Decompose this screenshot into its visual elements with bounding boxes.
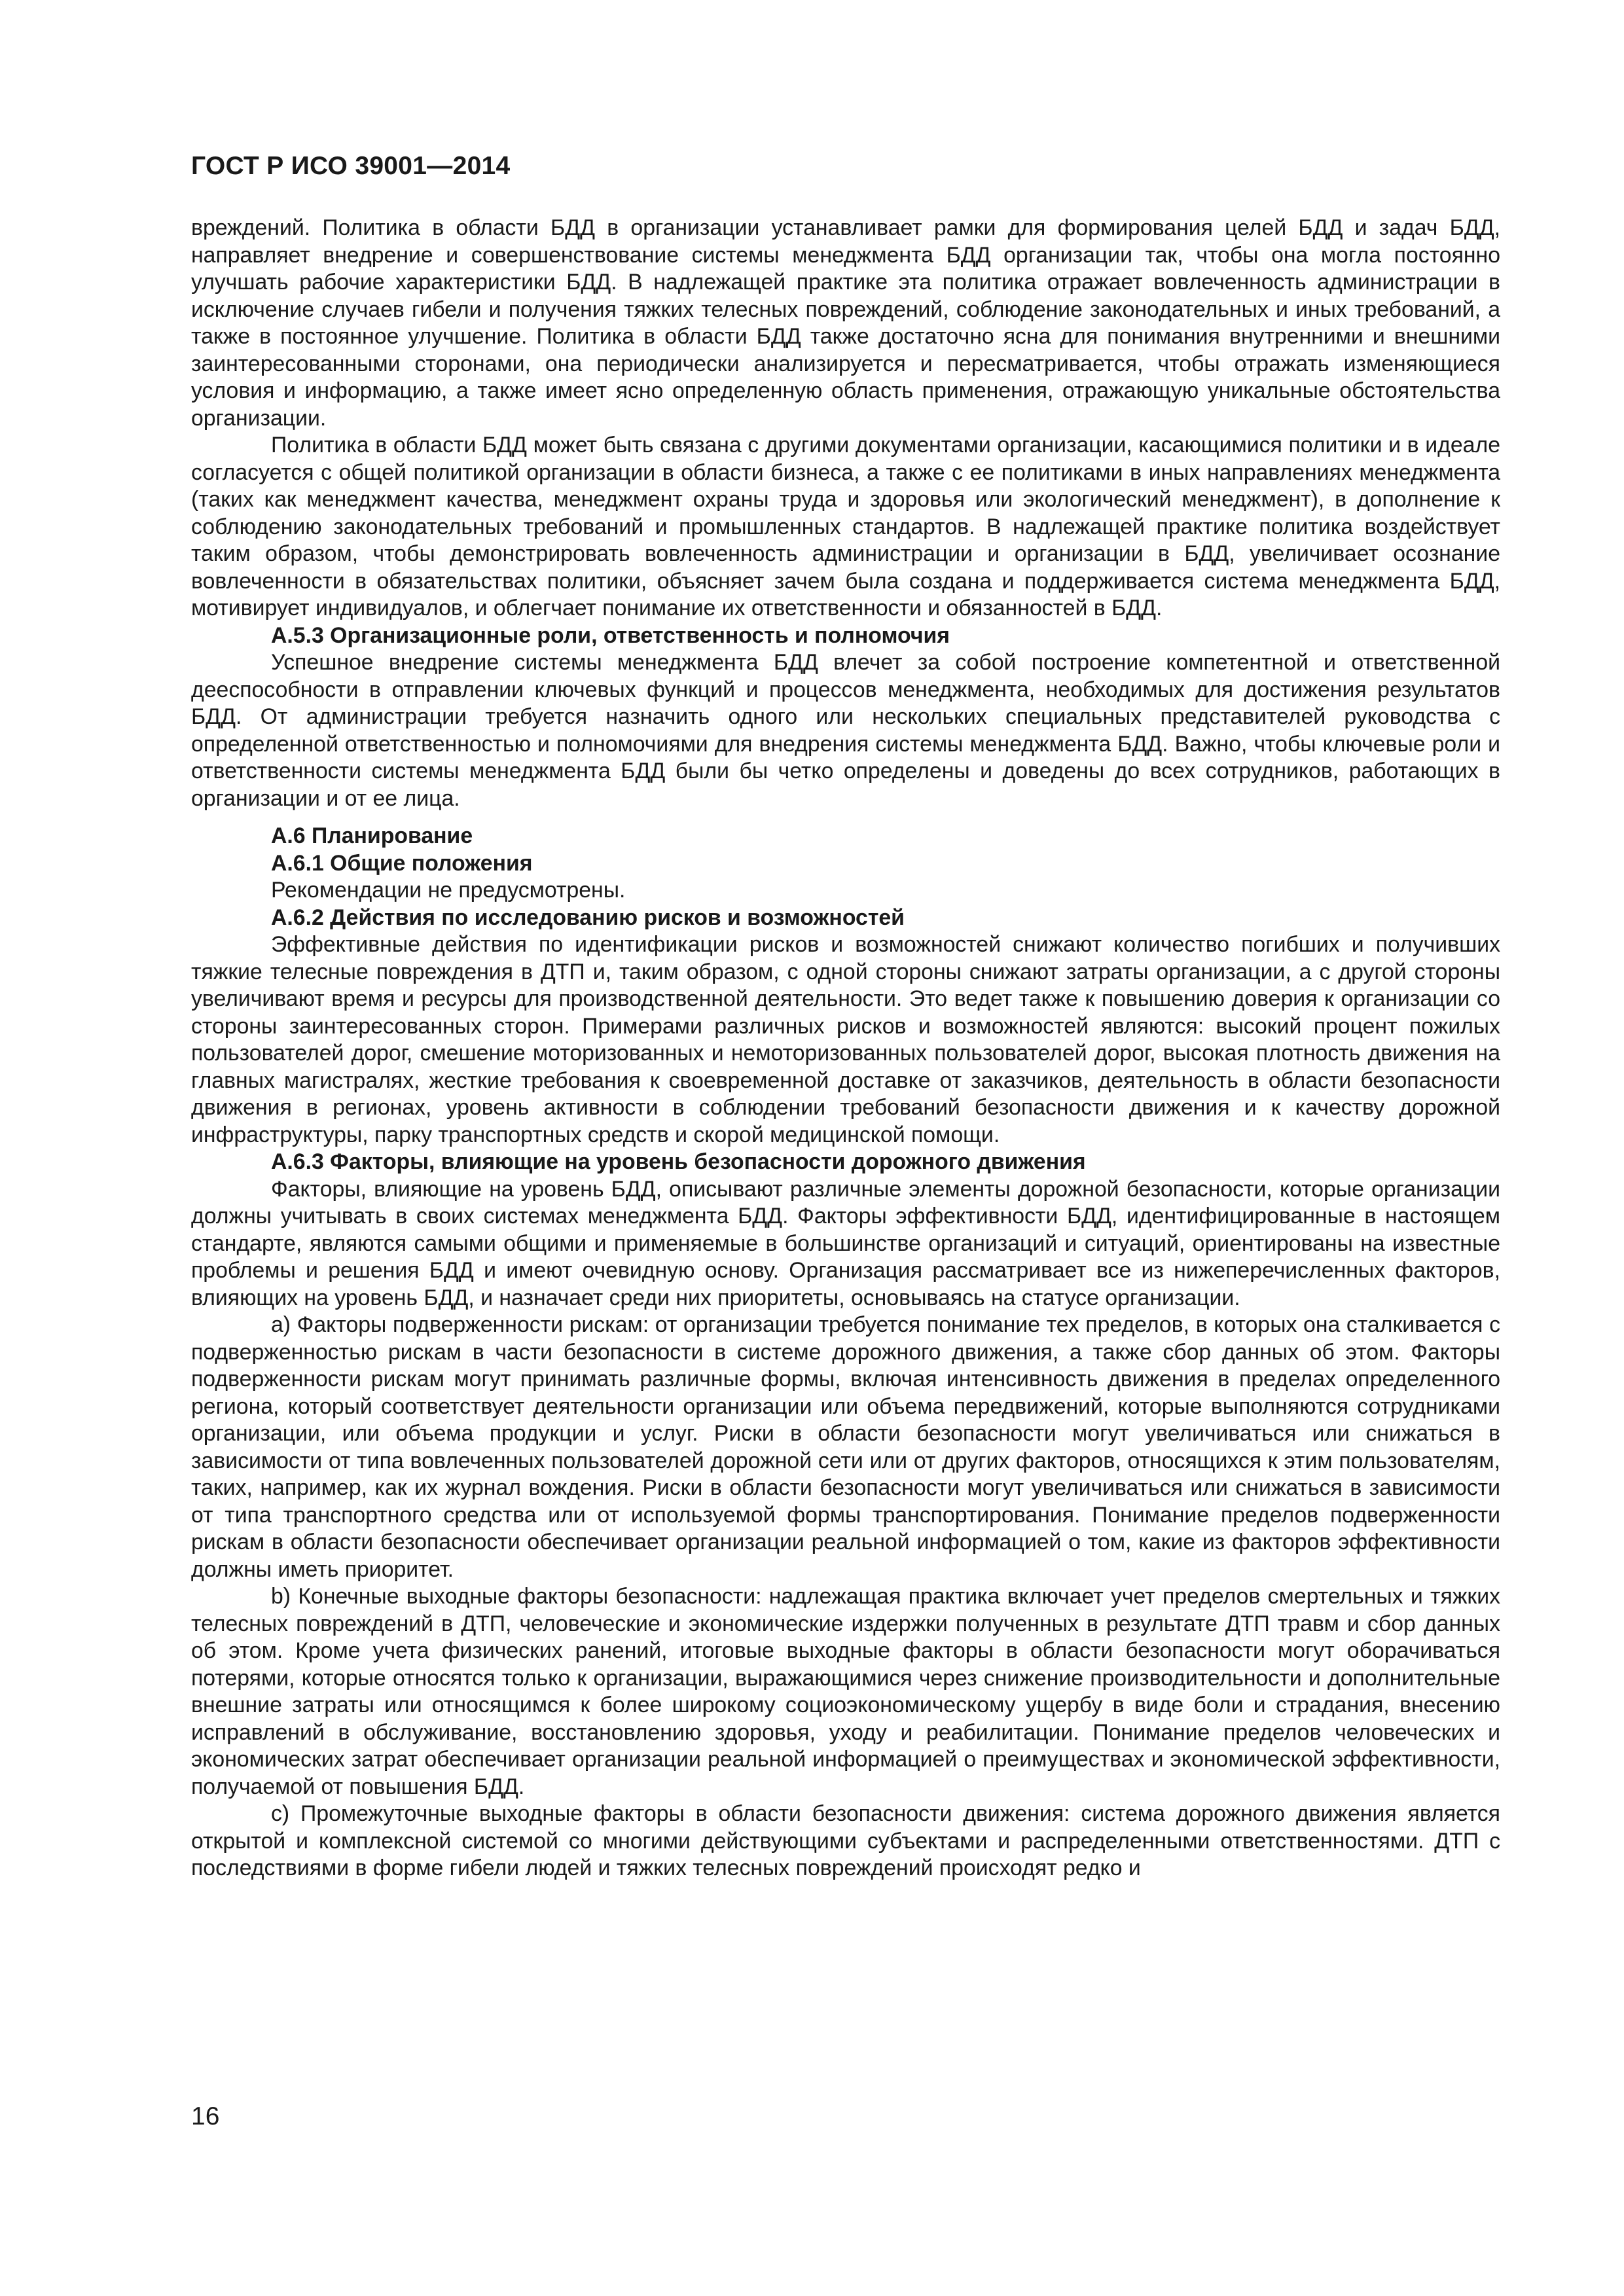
list-item-a-exposure: a) Факторы подверженности рискам: от организации требуется понимание тех пределов, в которых она сталкивается с подверженностью рискам в части безопасности в системе дорожного движения, а также сбор данных об этом. Факторы подверженности рискам могут принимать различные формы, включая интенсивность движения в пределах определенного региона, который соответствует деятельности организации или объема передвижений, которые выполняются сотрудниками организации, или объема продукции и услуг. Риски в области безопасности могут увеличиваться или снижаться в зависимости от типа вовлеченных пользователей дорожной сети или от других факторов, относящихся к этим пользователям, таких, например, как их журнал вождения. Риски в области безопасности могут увеличиваться или снижаться в зависимости от типа транспортного средства или от используемой формы транспортирования. Понимание пределов подверженности рискам в области безопасности обеспечивает организации реальной информацией о том, какие из факторов эффективности должны иметь приоритет. (191, 1312, 1500, 1582)
list-item-c-intermediate: c) Промежуточные выходные факторы в области безопасности движения: система дорожного движения является открытой и комплексной системой со многими действующими субъектами и распределенными ответственностями. ДТП с последствиями в форме гибели людей и тяжких телесных повреждений происходят редко и (191, 1801, 1500, 1880)
list-item-b-final-outcome: b) Конечные выходные факторы безопасности: надлежащая практика включает учет пределов смертельных и тяжких телесных повреждений в ДТП, человеческие и экономические издержки полученных в результате ДТП травм и сбор данных об этом. Кроме учета физических ранений, итоговые выходные факторы в области безопасности могут оборачиваться потерями, которые относятся только к организации, выражающимися через снижение производительности и дополнительные внешние затраты или относящимся к более широкому социоэкономическому ущербу в виде боли и страдания, внесению исправлений в обслуживание, восстановлению здоровья, уходу и реабилитации. Понимание пределов человеческих и экономических затрат обеспечивает организации реальной информацией о преимуществах и экономической эффективности, получаемой от повышения БДД. (191, 1584, 1500, 1799)
paragraph-factors-intro: Факторы, влияющие на уровень БДД, описывают различные элементы дорожной безопасности, которые организации должны учитывать в своих системах менеджмента БДД. Факторы эффективности БДД, идентифицированные в настоящем стандарте, являются самыми общими и применяемые в большинстве организаций и ситуаций, ориентированы на известные проблемы и решения БДД и имеют очевидную основу. Организация рассматривает все из нижеперечисленных факторов, влияющих на уровень БДД, и назначает среди них приоритеты, основываясь на статусе организации. (191, 1176, 1500, 1310)
section-heading-a53: А.5.3 Организационные роли, ответственность и полномочия (271, 622, 950, 648)
section-heading-a61: А.6.1 Общие положения (271, 850, 533, 876)
section-heading-a62: А.6.2 Действия по исследованию рисков и возможностей (271, 905, 905, 930)
paragraph-roles: Успешное внедрение системы менеджмента БДД влечет за собой построение компетентной и ответственной дееспособности в отправлении ключевых функций и процессов менеджмента, необходимых для достижения результатов БДД. От администрации требуется назначить одного или нескольких специальных представителей руководства с определенной ответственностью и полномочиями для внедрения системы менеджмента БДД. Важно, чтобы ключевые роли и ответственности системы менеджмента БДД были бы четко определены и доведены до всех сотрудников, работающих в организации и от ее лица. (191, 650, 1500, 811)
section-heading-a63: А.6.3 Факторы, влияющие на уровень безопасности дорожного движения (271, 1149, 1086, 1174)
section-heading-a6: А.6 Планирование (271, 823, 473, 848)
document-body (191, 215, 1500, 1882)
document-header: ГОСТ Р ИСО 39001—2014 (191, 152, 511, 180)
page-number: 16 (191, 2102, 220, 2130)
paragraph-no-recommendations: Рекомендации не предусмотрены. (271, 878, 626, 903)
paragraph-risks: Эффективные действия по идентификации рисков и возможностей снижают количество погибших и получивших тяжкие телесные повреждения в ДТП и, таким образом, с одной стороны снижают затраты организации, а с другой стороны увеличивают время и ресурсы для производственной деятельности. Это ведет также к повышению доверия к организации со стороны заинтересованных сторон. Примерами различных рисков и возможностей являются: высокий процент пожилых пользователей дорог, смешение моторизованных и немоторизованных пользователей дорог, высокая плотность движения на главных магистралях, жесткие требования к своевременной доставке от заказчиков, деятельность в области безопасности движения в регионах, уровень активности в соблюдении требований безопасности движения и к качеству дорожной инфраструктуры, парку транспортных средств и скорой медицинской помощи. (191, 932, 1500, 1147)
paragraph-policy-links: Политика в области БДД может быть связана с другими документами организации, касающимися политики и в идеале согласуется с общей политикой организации в области бизнеса, а также с ее политиками в иных направлениях менеджмента (таких как менеджмент качества, менеджмент охраны труда и здоровья или экологический менеджмент), в дополнение к соблюдению законодательных требований и промышленных стандартов. В надлежащей практике политика воздействует таким образом, чтобы демонстрировать вовлеченность администрации и организации в БДД, увеличивает осознание вовлеченности в обязательствах политики, объясняет зачем была создана и поддерживается система менеджмента БДД, мотивирует индивидуалов, и облегчает понимание их ответственности и обязанностей в БДД. (191, 433, 1500, 620)
paragraph-policy-continued: вреждений. Политика в области БДД в организации устанавливает рамки для формирования целей БДД и задач БДД, направляет внедрение и совершенствование системы менеджмента БДД организации так, чтобы она могла постоянно улучшать рабочие характеристики БДД. В надлежащей практике эта политика отражает вовлеченность администрации в исключение случаев гибели и получения тяжких телесных повреждений, соблюдение законодательных и иных требований, а также в постоянное улучшение. Политика в области БДД также достаточно ясна для понимания внутренними и внешними заинтересованными сторонами, она периодически анализируется и пересматривается, чтобы отражать изменяющиеся условия и информацию, а также имеет ясно определенную область применения, отражающую уникальные обстоятельства организации. (191, 215, 1500, 431)
